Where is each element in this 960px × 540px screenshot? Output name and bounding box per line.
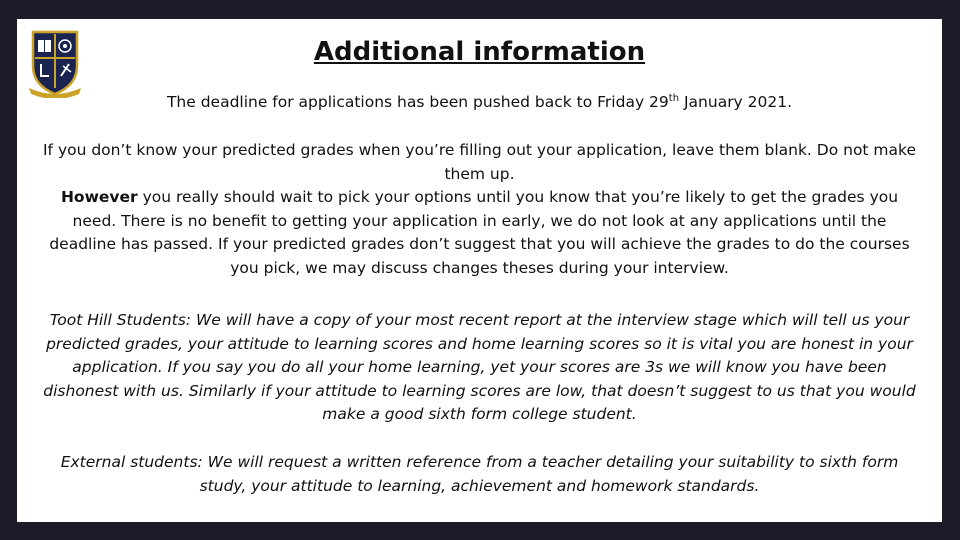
external-students-paragraph: External students: We will request a written reference from a teacher detailing your suitability to sixth form study, your attitude to learning, achievement and homework standards. xyxy=(60,453,899,495)
predicted-grades-line1: If you don’t know your predicted grades when you’re filling out your application, leave them blank. Do not make them up. xyxy=(42,141,916,183)
deadline-text xyxy=(39,91,920,115)
toot-hill-paragraph: Toot Hill Students: We will have a copy of your most recent report at the interview stage which will tell us your predicted grades, your attitude to learning scores and home learning scores so it is vital you are honest in your application. If you say you do all your home learning, yet your scores are 3s we will know you have been dishonest with us. Similarly if your attitude to learning scores are low, that doesn’t suggest to us that you would make a good sixth form college student. xyxy=(43,311,916,423)
slide xyxy=(17,19,942,522)
slide-title: Additional information xyxy=(313,37,646,67)
predicted-grades-line2: you really should wait to pick your options until you know that you’re likely to get the grades you need. There is no benefit to getting your application in early, we do not look at any applications until the deadline has passed. If your predicted grades don’t suggest that you will achieve the grades to do the courses you pick, we may discuss changes theses during your interview. xyxy=(49,188,910,277)
deadline-before: The deadline for applications has been pushed back to Friday 29 xyxy=(166,93,669,111)
deadline-superscript: th xyxy=(668,92,680,104)
deadline-after: January 2021. xyxy=(679,93,793,111)
however-emphasis: However xyxy=(60,188,138,206)
predicted-grades-paragraph xyxy=(39,139,920,280)
